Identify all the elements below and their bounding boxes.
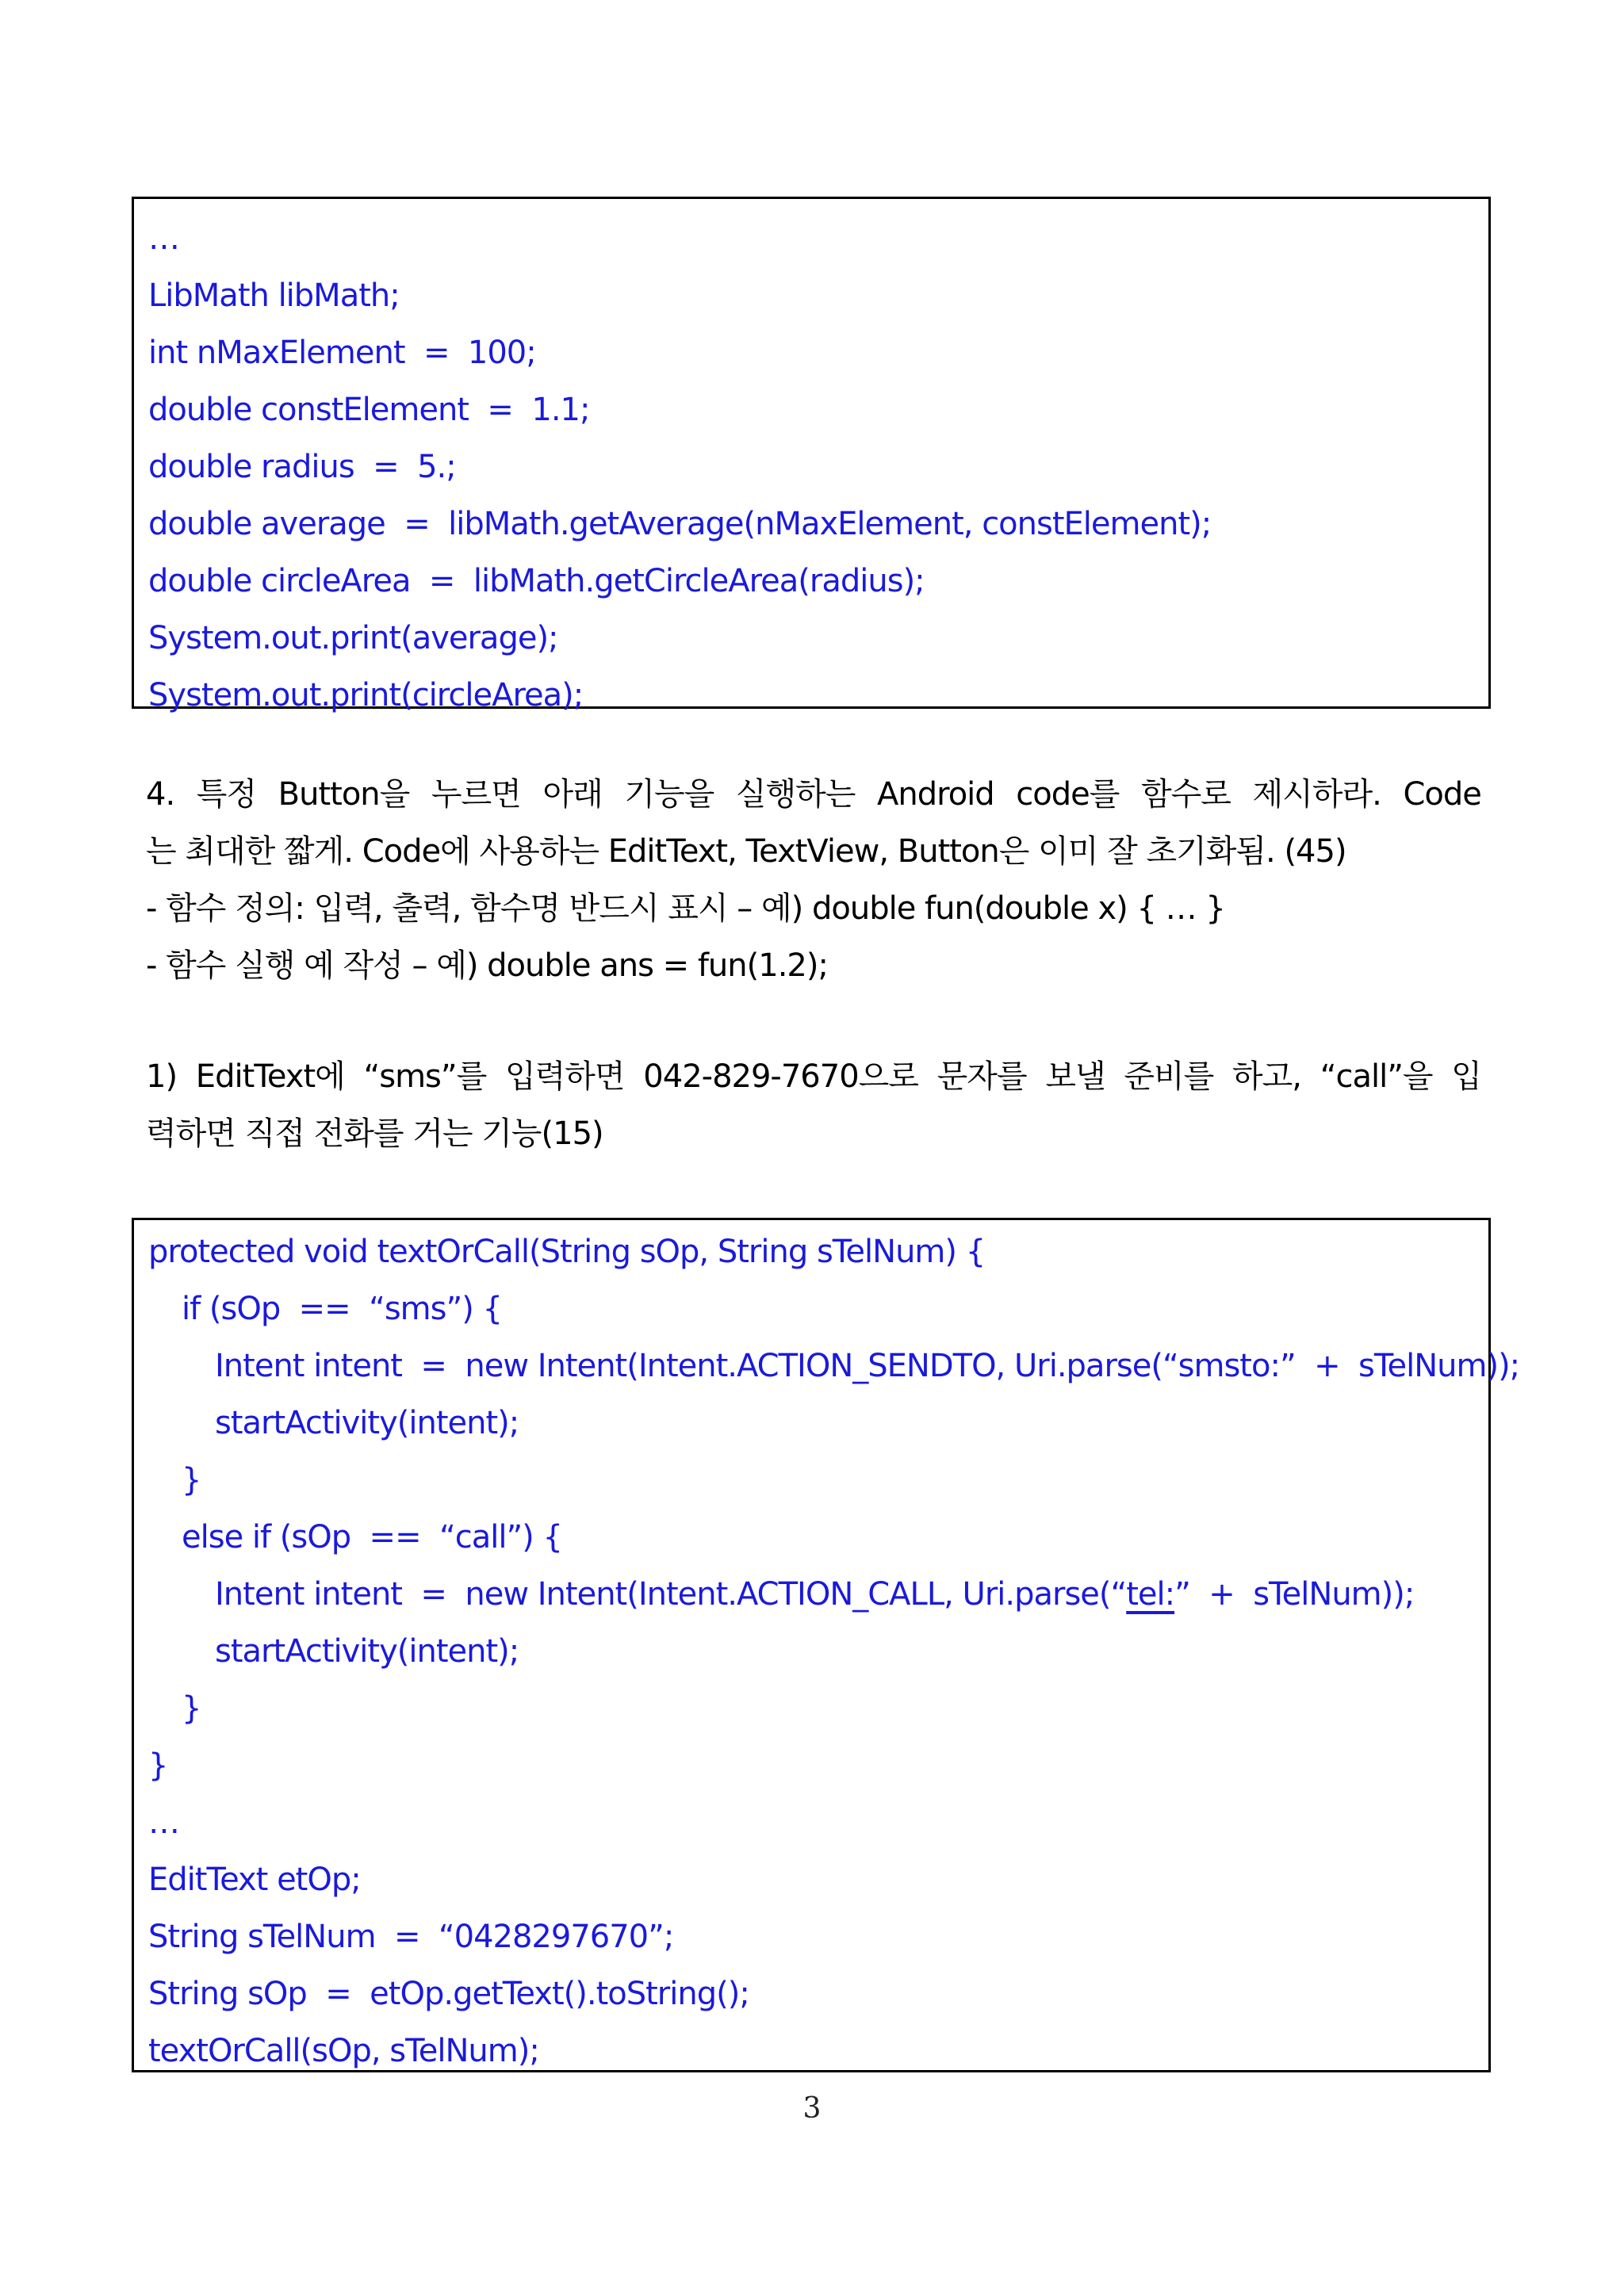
word: 하고,: [1232, 1058, 1301, 1095]
code-line: double circleArea = libMath.getCircleArea(radius);: [148, 563, 925, 599]
code-line: …: [148, 220, 179, 257]
word: “sms”를: [363, 1058, 487, 1095]
question-4-1-line-2: 력하면 직접 전화를 거는 기능(15): [146, 1115, 603, 1152]
word: 실행하는: [735, 776, 856, 813]
word: 특정: [196, 776, 257, 813]
code-line: protected void textOrCall(String sOp, String sTelNum) {: [148, 1234, 986, 1270]
word: 누르면: [431, 776, 521, 813]
question-4-1-line-1: [146, 1048, 1481, 1105]
code-line: String sOp = etOp.getText().toString();: [148, 1976, 749, 2012]
code-line: System.out.print(average);: [148, 620, 558, 656]
word: 기능을: [624, 776, 714, 813]
code-line: }: [182, 1690, 201, 1727]
question-4-line-1: [146, 766, 1481, 823]
underlined-tel-scheme: tel:: [1126, 1576, 1175, 1613]
word: 준비를: [1124, 1058, 1214, 1095]
word: 1): [146, 1058, 178, 1095]
word: EditText에: [195, 1058, 345, 1095]
code-line: …: [148, 1804, 179, 1841]
word: Button을: [278, 776, 410, 813]
question-4-line-2: 는 최대한 짧게. Code에 사용하는 EditText, TextView, Button은 이미 잘 초기화됨. (45): [146, 833, 1346, 870]
word: 문자를: [936, 1058, 1027, 1095]
code-line: startActivity(intent);: [215, 1633, 519, 1670]
word: 함수로: [1141, 776, 1231, 813]
question-4-1: [146, 1048, 1481, 1162]
code-line: Intent intent = new Intent(Intent.ACTION_SENDTO, Uri.parse(“smsto:” + sTelNum));: [215, 1348, 1520, 1384]
code-line: }: [182, 1462, 201, 1498]
page-number: 3: [802, 2092, 822, 2125]
word: 입력하면: [505, 1058, 625, 1095]
code-fragment: Intent intent = new Intent(Intent.ACTION_CALL, Uri.parse(“: [215, 1576, 1127, 1613]
code-line: System.out.print(circleArea);: [148, 677, 584, 714]
code-line: EditText etOp;: [148, 1862, 361, 1898]
code-line: [148, 1566, 1488, 1623]
code-line: double radius = 5.;: [148, 449, 456, 485]
code-line: if (sOp == “sms”) {: [182, 1291, 502, 1327]
code-line: startActivity(intent);: [215, 1405, 519, 1441]
word: Android: [877, 776, 994, 813]
word: 042-829-7670으로: [643, 1058, 918, 1095]
word: 제시하라.: [1252, 776, 1381, 813]
code-line: int nMaxElement = 100;: [148, 335, 536, 371]
code-line: else if (sOp == “call”) {: [182, 1519, 562, 1556]
code-line: String sTelNum = “0428297670”;: [148, 1919, 674, 1955]
question-4-bullet-1: - 함수 정의: 입력, 출력, 함수명 반드시 표시 – 예) double fun(double x) { … }: [146, 890, 1225, 927]
code-line: double constElement = 1.1;: [148, 392, 590, 428]
code-line: double average = libMath.getAverage(nMaxElement, constElement);: [148, 506, 1212, 542]
word: code를: [1016, 776, 1120, 813]
word: Code: [1403, 776, 1481, 813]
code-line: textOrCall(sOp, sTelNum);: [148, 2033, 539, 2069]
code-block-libmath: [132, 197, 1491, 714]
word: 아래: [542, 776, 603, 813]
code-fragment: ” + sTelNum));: [1174, 1576, 1415, 1613]
word: 보낼: [1045, 1058, 1105, 1095]
code-line: LibMath libMath;: [148, 277, 400, 314]
word: “call”을: [1320, 1058, 1433, 1095]
question-4: [146, 766, 1481, 994]
question-4-bullet-2: - 함수 실행 예 작성 – 예) double ans = fun(1.2);: [146, 947, 828, 984]
code-line: }: [148, 1747, 168, 1784]
word: 4.: [146, 776, 175, 813]
code-block-text-or-call: [132, 1218, 1520, 2072]
word: 입: [1451, 1058, 1481, 1095]
